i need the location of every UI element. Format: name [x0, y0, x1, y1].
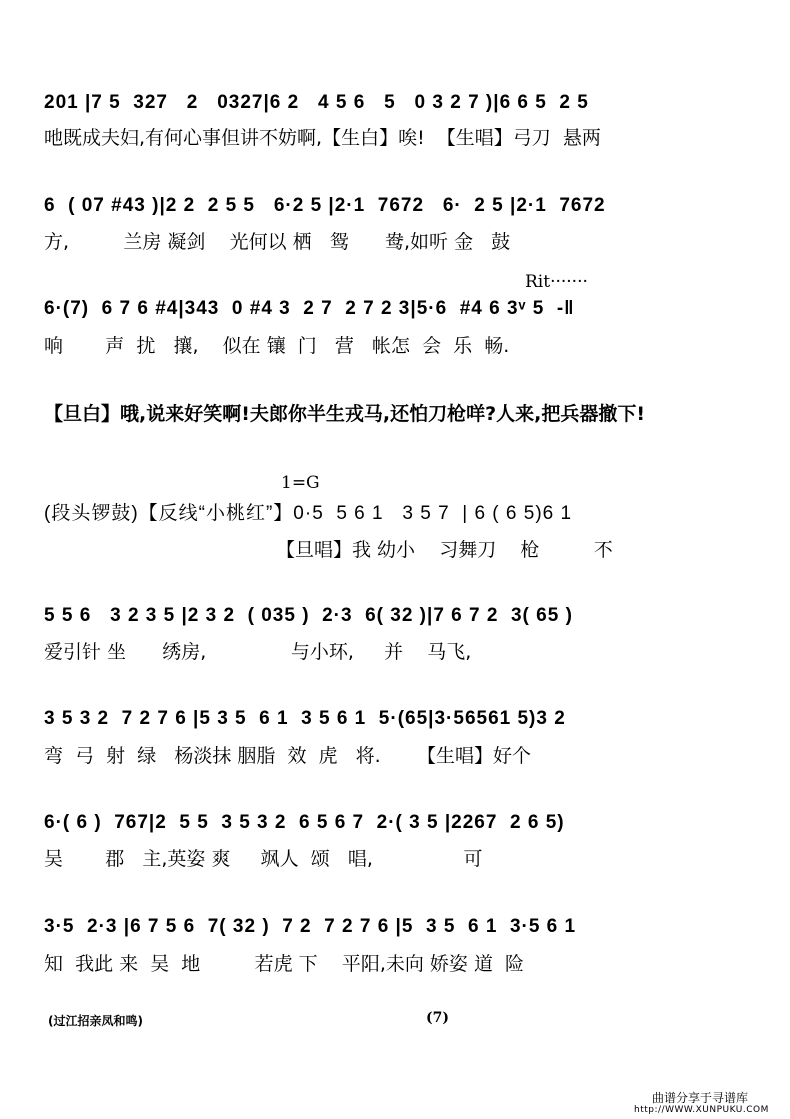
score-row-2-lyrics: 方, 兰房 凝剑 光何以 栖 鸳 鸯,如听 金 鼓	[44, 231, 511, 253]
watermark-text: 曲谱分享于寻谱库	[652, 1091, 749, 1105]
score-row-8-lyrics: 知 我此 来 吴 地 若虎 下 平阳,未向 娇姿 道 险	[44, 953, 525, 975]
score-row-2-notation: 6 ( 07 #43 )|2 2 2 5 5 6·2 5 |2·1 7672 6· 2 5 |2·1 7672	[44, 195, 606, 216]
score-row-3-notation: 6·(7) 6 7 6 #4|343 0 #4 3 2 7 2 7 2 3|5·6 #4 6 3ᵛ 5 -‖	[44, 298, 575, 319]
score-row-3-lyrics: 响 声 扰 攘, 似在 镶 门 营 帐怎 会 乐 畅.	[44, 335, 510, 357]
score-row-6-notation: 3 5 3 2 7 2 7 6 |5 3 5 6 1 3 5 6 1 5·(65|3·56561 5)3 2	[44, 708, 566, 729]
score-row-8-notation: 3·5 2·3 |6 7 5 6 7( 32 ) 7 2 7 2 7 6 |5 3 5 6 1 3·5 6 1	[44, 916, 577, 937]
opera-title-footer: (过江招亲凤和鸣)	[48, 1014, 143, 1028]
score-row-7-notation: 6·( 6 ) 767|2 5 5 3 5 3 2 6 5 6 7 2·( 3 5 |2267 2 6 5)	[44, 812, 565, 833]
page-number: (7)	[426, 1010, 449, 1026]
watermark-url: http://WWW.XUNPUKU.COM	[634, 1105, 769, 1115]
score-row-5-notation: 5 5 6 3 2 3 5 |2 3 2 ( 035 ) 2·3 6( 32 )|7 6 7 2 3( 65 )	[44, 605, 573, 626]
score-row-4-lyrics: 【旦唱】我 幼小 习舞刀 枪 不	[276, 539, 613, 561]
score-row-7-lyrics: 吴 郡 主,英姿 爽 飒人 颂 唱, 可	[44, 848, 483, 870]
key-signature: 1=G	[281, 473, 320, 493]
ritardando-mark: Rit·······	[525, 272, 588, 292]
spoken-dialogue: 【旦白】哦,说来好笑啊!夫郎你半生戎马,还怕刀枪咩?人来,把兵器撤下!	[44, 403, 646, 425]
score-row-4-notation: (段头锣鼓)【反线“小桃红”】0·5 5 6 1 3 5 7 | 6 ( 6 5)6 1	[44, 503, 573, 524]
score-row-6-lyrics: 弯 弓 射 绿 杨淡抹 胭脂 效 虎 将. 【生唱】好个	[44, 745, 531, 767]
score-row-1-lyrics: 吔既成夫妇,有何心事但讲不妨啊,【生白】唉! 【生唱】弓刀 悬两	[44, 127, 601, 149]
score-row-5-lyrics: 爱引针 坐 绣房, 与小环, 并 马飞,	[44, 641, 472, 663]
score-row-1-notation: 201 |7 5 327 2 0327|6 2 4 5 6 5 0 3 2 7 )|6 6 5 2 5	[44, 92, 589, 113]
